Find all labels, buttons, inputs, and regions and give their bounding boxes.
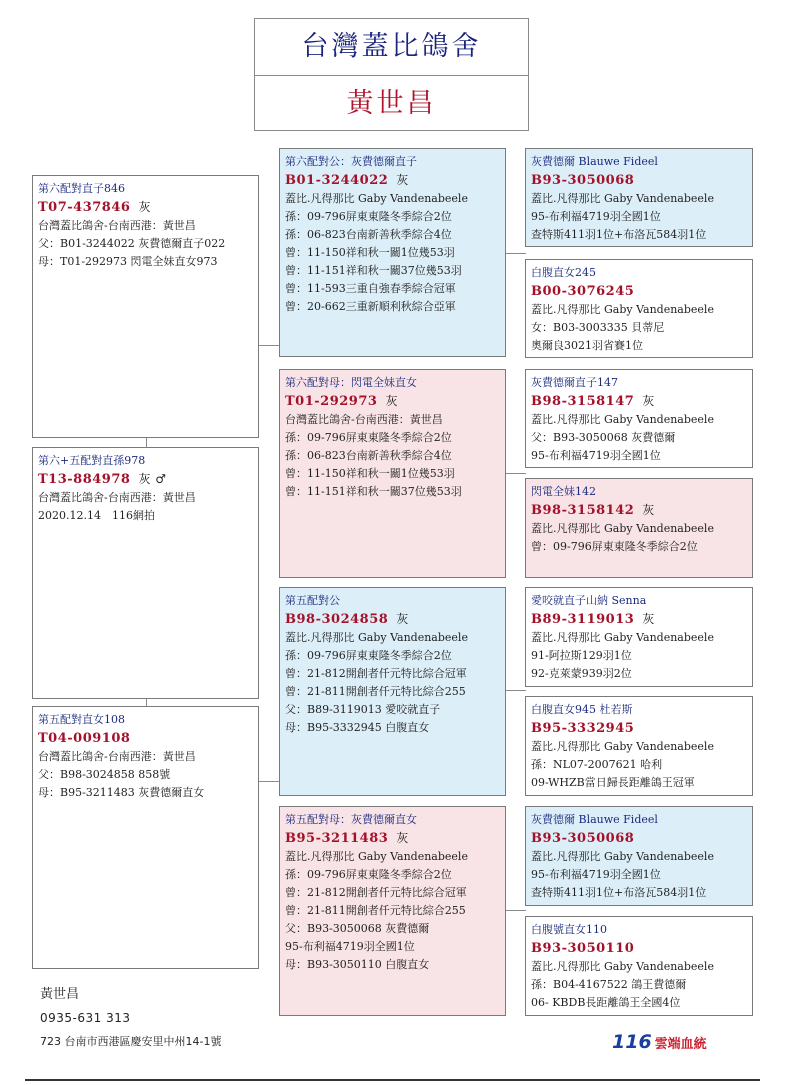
contact-block (40, 985, 221, 1053)
info-line: 蓋比.凡得那比 Gaby Vandenabeele (285, 850, 468, 863)
color-label: 灰 (396, 831, 409, 845)
gen2-card-dam-dam (279, 806, 506, 1016)
info-line: 孫：09-796屏東東隆冬季綜合2位 (285, 868, 452, 881)
contact-phone: 0935-631 313 (40, 1011, 131, 1025)
ring-number: T13-884978 (38, 472, 131, 487)
card-header: 白腹號直女110 (531, 923, 607, 936)
info-line: 蓋比.凡得那比 Gaby Vandenabeele (531, 303, 714, 316)
info-line: 曾：11-151祥和秋一關37位幾53羽 (285, 485, 462, 498)
info-line: 2020.12.14 116網拍 (38, 509, 155, 522)
logo-text: 雲端血統 (654, 1037, 707, 1052)
card-header: 第六配對直子846 (38, 182, 125, 195)
info-line: 父：B93-3050068 灰費德爾 (531, 431, 676, 444)
gen3-card-4 (525, 478, 753, 578)
info-line: 母：B95-3332945 白腹直女 (285, 721, 430, 734)
info-line: 查特斯411羽1位+布洛瓦584羽1位 (531, 228, 707, 241)
gen3-card-5 (525, 587, 753, 687)
info-line: 蓋比.凡得那比 Gaby Vandenabeele (285, 631, 468, 644)
info-line: 孫：09-796屏東東隆冬季綜合2位 (285, 210, 452, 223)
ring-number: B95-3211483 (285, 831, 389, 846)
ring-number: B93-3050068 (531, 173, 635, 188)
gen3-card-3 (525, 369, 753, 468)
info-line: 曾：20-662三重新順利秋綜合亞軍 (285, 300, 456, 313)
club-name: 台灣蓋比鴿舍 (255, 19, 528, 76)
color-label: 灰 (642, 612, 655, 626)
info-line: 奧爾良3021羽省賽1位 (531, 339, 643, 352)
info-line: 95-布利福4719羽全國1位 (531, 868, 661, 881)
contact-address: 723 台南市西港區慶安里中州14-1號 (40, 1035, 222, 1048)
card-header: 第六配對母：閃電全妹直女 (285, 376, 417, 389)
gen2-card-dam-sire (279, 587, 506, 796)
info-line: 曾：11-593三重自強春季綜合冠軍 (285, 282, 456, 295)
connector-line (258, 345, 280, 346)
info-line: 曾：11-150祥和秋一關1位幾53羽 (285, 246, 455, 259)
ring-number: B93-3050110 (531, 941, 635, 956)
info-line: 曾：09-796屏東東隆冬季綜合2位 (531, 540, 698, 553)
ring-number: T01-292973 (285, 394, 378, 409)
info-line: 台灣蓋比鴿舍-台南西港：黃世昌 (38, 491, 196, 504)
info-line: 蓋比.凡得那比 Gaby Vandenabeele (531, 522, 714, 535)
ring-number: B01-3244022 (285, 173, 389, 188)
ring-number: B89-3119013 (531, 612, 635, 627)
ring-number: B95-3332945 (531, 721, 635, 736)
info-line: 孫：NL07-2007621 哈利 (531, 758, 663, 771)
info-line: 母：B95-3211483 灰費德爾直女 (38, 786, 205, 799)
info-line: 蓋比.凡得那比 Gaby Vandenabeele (531, 850, 714, 863)
info-line: 95-布利福4719羽全國1位 (285, 940, 415, 953)
card-header: 閃電全妹142 (531, 485, 596, 498)
info-line: 蓋比.凡得那比 Gaby Vandenabeele (531, 631, 714, 644)
info-line: 父：B01-3244022 灰費德爾直子022 (38, 237, 226, 250)
info-line: 孫：B04-4167522 鴿王費德爾 (531, 978, 687, 991)
info-line: 曾：21-811開創者仟元特比綜合255 (285, 904, 466, 917)
card-header: 愛咬就直子山納 Senna (531, 594, 647, 607)
info-line: 母：B93-3050110 白腹直女 (285, 958, 430, 971)
contact-name: 黃世昌 (40, 987, 80, 1002)
card-header: 第六+五配對直孫978 (38, 454, 146, 467)
info-line: 曾：21-812開創者仟元特比綜合冠軍 (285, 667, 467, 680)
card-header: 灰費德爾 Blauwe Fideel (531, 813, 658, 826)
ring-number: B98-3024858 (285, 612, 389, 627)
color-label: 灰 (642, 503, 655, 517)
info-line: 女：B03-3003335 貝蒂尼 (531, 321, 665, 334)
connector-line (505, 253, 526, 254)
ring-number: B93-3050068 (531, 831, 635, 846)
bottom-divider (25, 1079, 760, 1081)
info-line: 父：B93-3050068 灰費德爾 (285, 922, 430, 935)
info-line: 09-WHZB當日歸長距離鴿王冠軍 (531, 776, 695, 789)
ring-number: T04-009108 (38, 731, 131, 746)
ring-number: B98-3158142 (531, 503, 635, 518)
ring-number: B98-3158147 (531, 394, 635, 409)
sire-card (32, 175, 259, 438)
color-label: 灰 (396, 173, 409, 187)
card-header: 第五配對母：灰費德爾直女 (285, 813, 417, 826)
connector-line (505, 910, 526, 911)
info-line: 台灣蓋比鴿舍-台南西港：黃世昌 (285, 413, 443, 426)
info-line: 父：B98-3024858 858號 (38, 768, 171, 781)
gen3-card-7 (525, 806, 753, 906)
ring-number: B00-3076245 (531, 284, 635, 299)
info-line: 蓋比.凡得那比 Gaby Vandenabeele (285, 192, 468, 205)
owner-name: 黃世昌 (346, 88, 437, 119)
card-header: 白腹直女245 (531, 266, 596, 279)
gen2-card-sire-sire (279, 148, 506, 357)
logo-number: 116 (612, 1031, 652, 1053)
color-label: 灰 (385, 394, 398, 408)
info-line: 曾：11-151祥和秋一關37位幾53羽 (285, 264, 462, 277)
card-header: 灰費德爾 Blauwe Fideel (531, 155, 658, 168)
card-header: 白腹直女945 杜若斯 (531, 703, 633, 716)
info-line: 蓋比.凡得那比 Gaby Vandenabeele (531, 413, 714, 426)
info-line: 孫：09-796屏東東隆冬季綜合2位 (285, 431, 452, 444)
gen3-card-2 (525, 259, 753, 358)
connector-line (505, 690, 526, 691)
gen3-card-1 (525, 148, 753, 247)
info-line: 蓋比.凡得那比 Gaby Vandenabeele (531, 740, 714, 753)
connector-line (258, 781, 280, 782)
info-line: 曾：21-812開創者仟元特比綜合冠軍 (285, 886, 467, 899)
gen3-card-6 (525, 696, 753, 796)
info-line: 孫：06-823台南新善秋季綜合4位 (285, 449, 452, 462)
info-line: 孫：09-796屏東東隆冬季綜合2位 (285, 649, 452, 662)
info-line: 母：T01-292973 閃電全妹直女973 (38, 255, 218, 268)
info-line: 曾：11-150祥和秋一關1位幾53羽 (285, 467, 455, 480)
info-line: 台灣蓋比鴿舍-台南西港：黃世昌 (38, 750, 196, 763)
dam-card (32, 706, 259, 969)
info-line: 父：B89-3119013 愛咬就直子 (285, 703, 441, 716)
card-header: 第五配對公 (285, 594, 340, 607)
card-header: 灰費德爾直子147 (531, 376, 618, 389)
gen2-card-sire-dam (279, 369, 506, 578)
card-header: 第六配對公：灰費德爾直子 (285, 155, 417, 168)
info-line: 蓋比.凡得那比 Gaby Vandenabeele (531, 960, 714, 973)
info-line: 孫：06-823台南新善秋季綜合4位 (285, 228, 452, 241)
info-line: 92-克萊蒙939羽2位 (531, 667, 632, 680)
color-label: 灰 ♂ (138, 472, 167, 486)
ring-number: T07-437846 (38, 200, 131, 215)
subject-card (32, 447, 259, 699)
info-line: 06- KBDB長距離鴿王全國4位 (531, 996, 681, 1009)
info-line: 查特斯411羽1位+布洛瓦584羽1位 (531, 886, 707, 899)
title-box (254, 18, 529, 131)
connector-line (505, 473, 526, 474)
color-label: 灰 (138, 200, 151, 214)
info-line: 95-布利福4719羽全國1位 (531, 210, 661, 223)
cloud-pedigree-logo (612, 1031, 722, 1055)
color-label: 灰 (396, 612, 409, 626)
info-line: 曾：21-811開創者仟元特比綜合255 (285, 685, 466, 698)
info-line: 台灣蓋比鴿舍-台南西港：黃世昌 (38, 219, 196, 232)
info-line: 蓋比.凡得那比 Gaby Vandenabeele (531, 192, 714, 205)
color-label: 灰 (642, 394, 655, 408)
connector-line (146, 437, 147, 447)
card-header: 第五配對直女108 (38, 713, 125, 726)
info-line: 91-阿拉斯129羽1位 (531, 649, 632, 662)
connector-line (146, 698, 147, 706)
gen3-card-8 (525, 916, 753, 1016)
info-line: 95-布利福4719羽全國1位 (531, 449, 661, 462)
